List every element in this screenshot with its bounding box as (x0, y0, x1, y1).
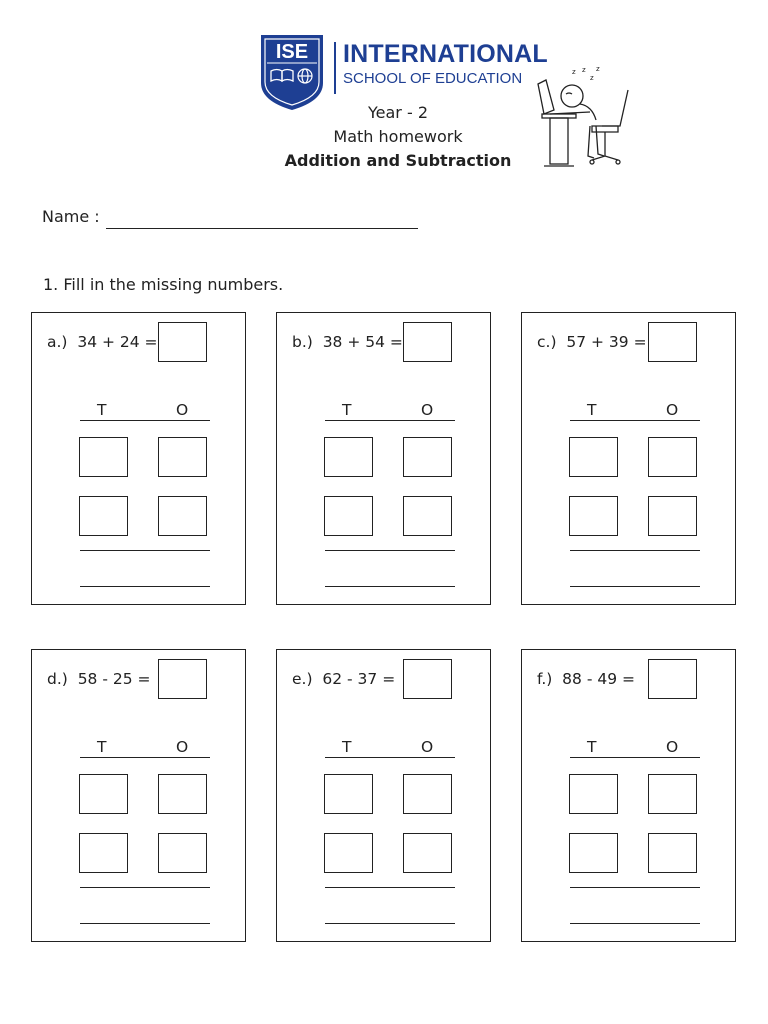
tens-box-bottom[interactable] (79, 496, 128, 536)
answer-line[interactable] (570, 586, 700, 587)
ones-box-bottom[interactable] (403, 833, 452, 873)
ones-box-bottom[interactable] (648, 833, 697, 873)
problem-expression: 58 - 25 = (77, 670, 151, 688)
difference-line (570, 887, 700, 888)
problem-expression: 57 + 39 = (566, 333, 647, 351)
school-logo-shield (259, 33, 325, 111)
svg-text:z: z (572, 68, 576, 76)
tens-box-bottom[interactable] (569, 496, 618, 536)
tens-box-top[interactable] (569, 774, 618, 814)
problem-expression: 88 - 49 = (562, 670, 635, 688)
problem-card (31, 312, 246, 605)
column-header-line (325, 420, 455, 421)
problem-expression: 62 - 37 = (322, 670, 396, 688)
svg-text:z: z (590, 74, 594, 82)
ones-box-top[interactable] (403, 437, 452, 477)
problem-card (276, 649, 491, 942)
tens-header: T (342, 401, 352, 419)
column-header-line (80, 757, 210, 758)
ones-header: O (176, 401, 189, 419)
topic-heading: Addition and Subtraction (284, 151, 512, 170)
problem-label: c.) (537, 333, 557, 351)
name-label: Name : (42, 207, 100, 226)
answer-line[interactable] (325, 923, 455, 924)
ones-box-top[interactable] (648, 437, 697, 477)
column-header-line (80, 420, 210, 421)
answer-box[interactable] (648, 659, 697, 699)
column-header-line (325, 757, 455, 758)
ones-header: O (421, 401, 434, 419)
tens-box-top[interactable] (79, 437, 128, 477)
ones-box-top[interactable] (158, 437, 207, 477)
answer-box[interactable] (158, 322, 207, 362)
problem-card (31, 649, 246, 942)
problem-expression: 34 + 24 = (77, 333, 158, 351)
org-name-line2: SCHOOL OF EDUCATION (343, 70, 523, 87)
problem-expression: 38 + 54 = (322, 333, 403, 351)
answer-box[interactable] (648, 322, 697, 362)
question-instruction: 1. Fill in the missing numbers. (43, 275, 284, 294)
tens-box-top[interactable] (324, 437, 373, 477)
ones-box-bottom[interactable] (648, 496, 697, 536)
tens-box-bottom[interactable] (324, 496, 373, 536)
ones-box-top[interactable] (158, 774, 207, 814)
answer-line[interactable] (570, 923, 700, 924)
tens-box-top[interactable] (569, 437, 618, 477)
name-input-line[interactable] (106, 228, 418, 229)
column-header-line (570, 420, 700, 421)
year-heading: Year - 2 (368, 103, 428, 122)
tens-header: T (97, 738, 107, 756)
problem-label: d.) (47, 670, 68, 688)
difference-line (325, 887, 455, 888)
logo-divider (334, 42, 336, 94)
tens-box-top[interactable] (324, 774, 373, 814)
tens-box-bottom[interactable] (324, 833, 373, 873)
tens-box-bottom[interactable] (569, 833, 618, 873)
answer-line[interactable] (80, 586, 210, 587)
tens-box-bottom[interactable] (79, 833, 128, 873)
column-header-line (570, 757, 700, 758)
subject-heading: Math homework (333, 127, 463, 146)
tens-header: T (342, 738, 352, 756)
svg-text:z: z (582, 66, 586, 74)
answer-box[interactable] (158, 659, 207, 699)
difference-line (80, 887, 210, 888)
sleepy-student-illustration (530, 64, 640, 172)
org-name-line1: INTERNATIONAL (343, 40, 548, 68)
problem-label: b.) (292, 333, 313, 351)
problem-card (521, 649, 736, 942)
problem-label: a.) (47, 333, 68, 351)
answer-line[interactable] (80, 923, 210, 924)
ones-box-top[interactable] (403, 774, 452, 814)
ones-box-bottom[interactable] (158, 496, 207, 536)
tens-header: T (97, 401, 107, 419)
problem-label: e.) (292, 670, 313, 688)
sum-line (80, 550, 210, 551)
ones-box-bottom[interactable] (158, 833, 207, 873)
ones-box-top[interactable] (648, 774, 697, 814)
answer-box[interactable] (403, 322, 452, 362)
ones-header: O (666, 738, 679, 756)
sum-line (570, 550, 700, 551)
ones-box-bottom[interactable] (403, 496, 452, 536)
tens-header: T (587, 738, 597, 756)
svg-text:z: z (596, 65, 600, 73)
ones-header: O (176, 738, 189, 756)
problem-card (276, 312, 491, 605)
answer-line[interactable] (325, 586, 455, 587)
logo-abbrev: ISE (275, 41, 309, 63)
answer-box[interactable] (403, 659, 452, 699)
sum-line (325, 550, 455, 551)
tens-box-top[interactable] (79, 774, 128, 814)
ones-header: O (666, 401, 679, 419)
tens-header: T (587, 401, 597, 419)
problem-label: f.) (537, 670, 553, 688)
problem-card (521, 312, 736, 605)
ones-header: O (421, 738, 434, 756)
